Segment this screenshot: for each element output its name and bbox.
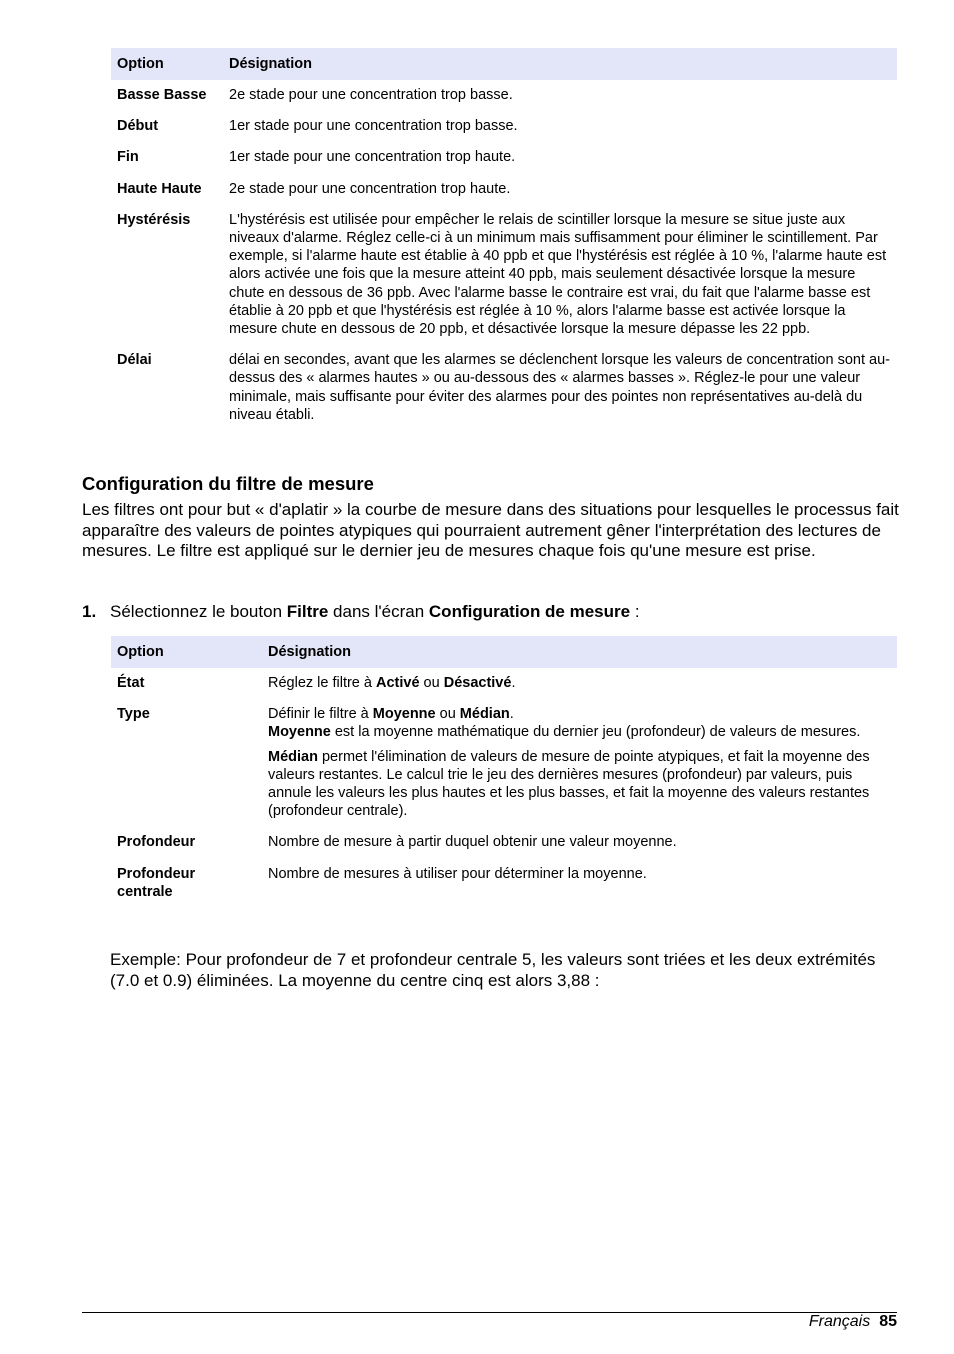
option-name: Type: [117, 706, 150, 723]
description-text: .: [509, 706, 514, 723]
screen-name-ref: Configuration de mesure: [428, 602, 631, 621]
option-name: Profondeur: [117, 834, 196, 851]
option-description: [262, 668, 897, 699]
step-number: 1.: [82, 602, 97, 621]
column-header-description: Désignation: [223, 48, 897, 80]
option-description: délai en secondes, avant que les alarmes se déclenchent lorsque les valeurs de concentration sont au-dessus des « alarmes hautes » ou au-dessous des « alarmes basses ». Réglez-le pour une valeur minimale, mais suffisante pour éviter des alarmes pour des pointes non représentatives au-delà du niveau établi.: [229, 352, 890, 423]
option-name: Haute Haute: [117, 180, 202, 197]
table-row: [111, 699, 897, 827]
table-row: [111, 668, 897, 699]
example-paragraph: Exemple: Pour profondeur de 7 et profondeur centrale 5, les valeurs sont triées et les deux extrémités (7.0 et 0.9) éliminées. La moyenne du centre cinq est alors 3,88 :: [110, 950, 876, 990]
table-row: [111, 80, 897, 111]
option-description: 1er stade pour une concentration trop basse.: [229, 118, 518, 135]
section-heading: Configuration du filtre de mesure: [82, 473, 374, 494]
option-description: 1er stade pour une concentration trop haute.: [229, 149, 516, 166]
intro-paragraph: Les filtres ont pour but « d'aplatir » la courbe de mesure dans des situations pour lesquelles le processus fait apparaître des valeurs de pointes atypiques qui pourraient autrement gêner l'interprétation des lectures de mesures. Le filtre est appliqué sur le dernier jeu de mesures chaque fois qu'une mesure est prise.: [82, 500, 899, 561]
filter-button-ref: Filtre: [286, 602, 329, 621]
value-moyenne: Moyenne: [372, 706, 436, 723]
footer-divider: [82, 1312, 897, 1313]
page-number: 85: [879, 1313, 897, 1330]
term-moyenne: Moyenne: [268, 724, 331, 741]
option-name: Fin: [117, 149, 139, 166]
table-header-row: [111, 636, 897, 668]
table-row: [111, 827, 897, 858]
table-header-row: [111, 48, 897, 80]
option-name: Délai: [117, 352, 152, 369]
description-text: permet l'élimination de valeurs de mesure de pointe atypiques, et fait la moyenne des valeurs restantes. Le calcul trie le jeu des dernières mesures (profondeur) par valeurs, puis annule les valeurs les plus hautes et les plus basses, et fait la moyenne des valeurs restantes (profondeur centrale).: [268, 748, 870, 820]
step-text: :: [630, 602, 640, 621]
column-header-description: Désignation: [262, 636, 897, 668]
step-1: [82, 602, 902, 623]
table-row: [111, 345, 897, 431]
description-text: Réglez le filtre à: [268, 675, 376, 691]
table-row: [111, 111, 897, 142]
option-name: Basse Basse: [117, 87, 207, 103]
type-definition: [268, 705, 891, 723]
option-description: Nombre de mesure à partir duquel obtenir une valeur moyenne.: [268, 834, 677, 851]
value-deactivated: Désactivé: [443, 675, 512, 691]
option-description: Nombre de mesures à utiliser pour déterminer la moyenne.: [268, 865, 647, 882]
description-text: ou: [435, 706, 460, 723]
step-text: dans l'écran: [328, 602, 429, 621]
column-header-option: Option: [111, 48, 223, 80]
table-row: [111, 859, 897, 908]
description-text: ou: [419, 675, 444, 691]
description-text: .: [511, 675, 516, 691]
description-text: est la moyenne mathématique du dernier jeu (profondeur) de valeurs de mesures.: [330, 724, 861, 741]
alarm-options-table: [111, 48, 897, 431]
table-row: [111, 174, 897, 205]
option-description: 2e stade pour une concentration trop basse.: [229, 87, 513, 103]
option-name: Hystérésis: [117, 211, 191, 228]
option-name-line: centrale: [117, 883, 173, 900]
column-header-option: Option: [111, 636, 262, 668]
value-median: Médian: [459, 706, 510, 723]
option-description: 2e stade pour une concentration trop haute.: [229, 180, 511, 197]
option-name: [111, 859, 262, 908]
page-footer: [809, 1312, 897, 1332]
moyenne-explanation: [268, 723, 891, 741]
filter-options-table: [111, 636, 897, 908]
option-name: État: [117, 675, 145, 691]
option-name: Début: [117, 118, 159, 135]
option-description: [262, 699, 897, 827]
option-name-line: Profondeur: [117, 865, 196, 882]
option-description: L'hystérésis est utilisée pour empêcher le relais de scintiller lorsque la mesure se situe juste aux niveaux d'alarme. Réglez celle-ci à un minimum mais suffisamment pour éliminer le scintillement. Par exemple, si l'alarme haute est établie à 40 ppb et que l'hystérésis est réglée à 10 %, l'alarme haute est alors activée une fois que la mesure atteint 40 ppb, mais seulement désactivée lorsque la mesure chute en dessous de 36 ppb. Avec l'alarme basse le contraire est vrai, du fait que l'alarme basse est établie à 20 ppb et que l'hystérésis est réglée à 10 %, alors l'alarme basse est activée lorsque la mesure chute en dessous de 20 ppb, et désactivée lorsque la mesure dépasse les 22 ppb.: [229, 211, 887, 338]
term-median: Médian: [268, 748, 318, 765]
table-row: [111, 205, 897, 345]
footer-language: Français: [808, 1313, 871, 1330]
table-row: [111, 142, 897, 173]
median-explanation: [268, 748, 891, 821]
description-text: Définir le filtre à: [268, 706, 373, 723]
step-text: Sélectionnez le bouton: [110, 602, 287, 621]
value-activated: Activé: [376, 675, 420, 691]
